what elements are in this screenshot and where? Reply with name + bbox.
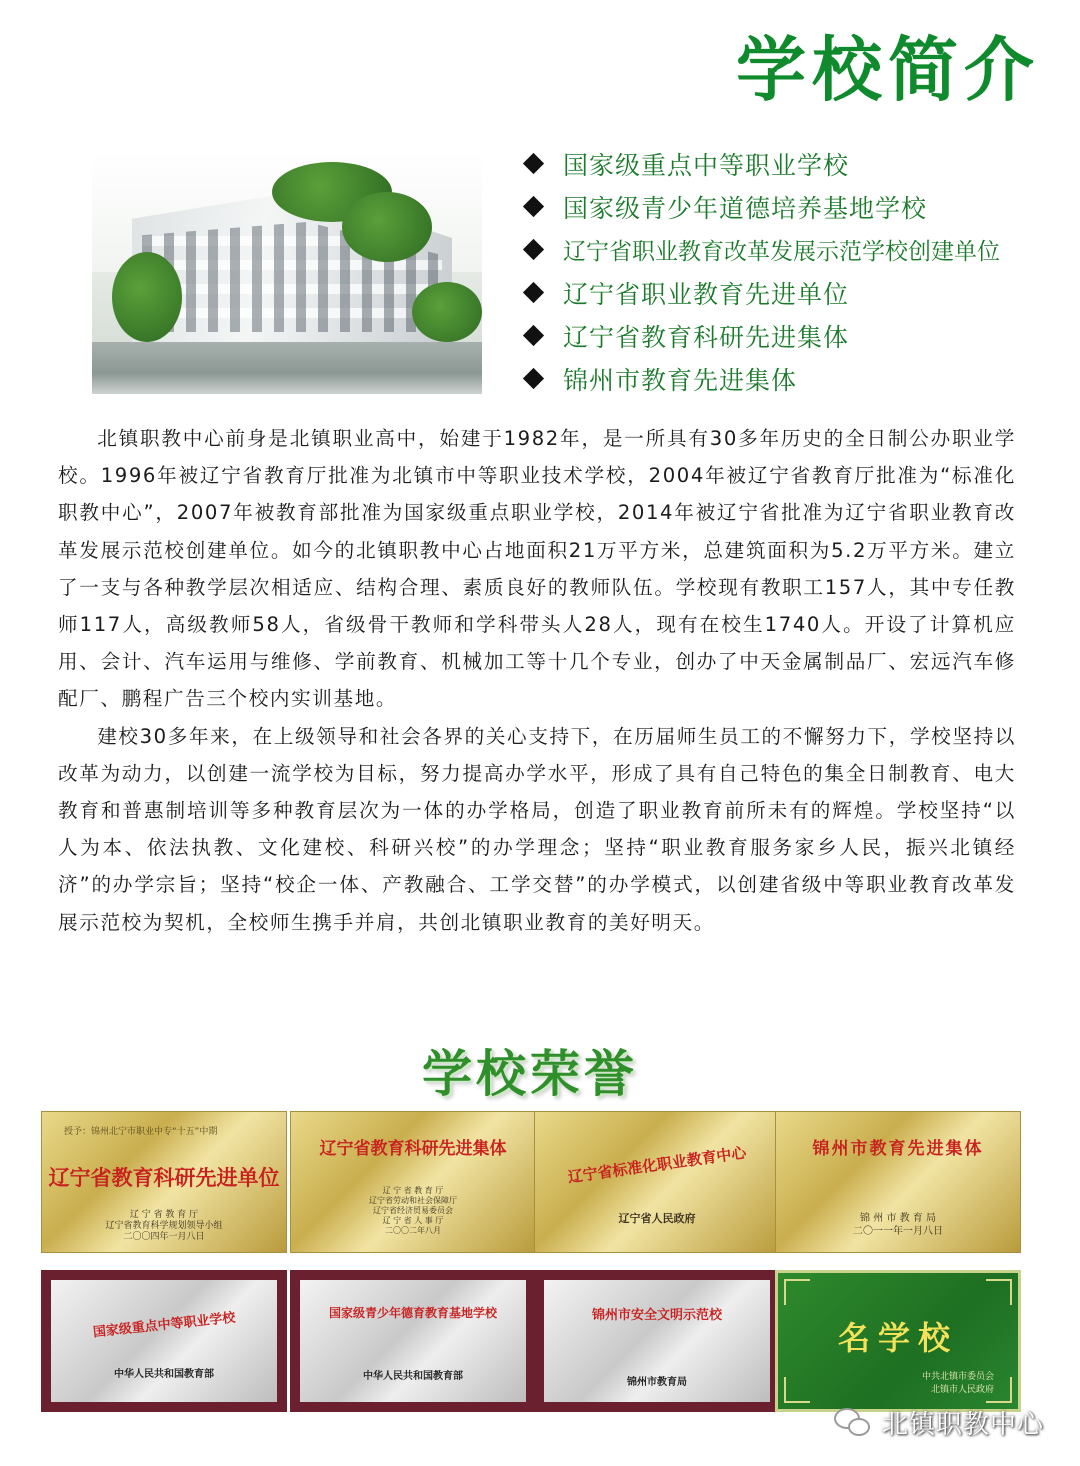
plaque: 国家级青少年德育教育基地学校 中华人民共和国教育部: [290, 1270, 536, 1412]
plaque: 名学校 中共北镇市委员会 北镇市人民政府: [775, 1270, 1021, 1412]
plaque: 锦州市教育先进集体 锦 州 市 教 育 局 二〇一一年一月八日: [775, 1111, 1021, 1253]
diamond-bullet-icon: [523, 325, 544, 346]
list-item: 辽宁省职业教育先进单位: [522, 271, 1042, 314]
watermark: [834, 1404, 1044, 1441]
list-item: 辽宁省职业教育改革发展示范学校创建单位: [522, 228, 1042, 271]
plaque: 辽宁省教育科研先进集体 辽 宁 省 教 育 厅 辽宁省劳动和社会保障厅 辽宁省经济贸易委员会 辽 宁 省 人 事 厅 二〇〇二年八月: [290, 1111, 536, 1253]
plaque: 国家级重点中等职业学校 中华人民共和国教育部: [41, 1270, 287, 1412]
page-title: 学校简介: [736, 29, 1040, 111]
list-item: 锦州市教育先进集体: [522, 357, 1042, 400]
intro-paragraph: 建校30多年来，在上级领导和社会各界的关心支持下，在历届师生员工的不懈努力下，学校坚持以改革为动力，以创建一流学校为目标，努力提高办学水平，形成了具有自己特色的集全日制教育、电大教育和普惠制培训等多种教育层次为一体的办学格局，创造了职业教育前所未有的辉煌。学校坚持“以人为本、依法执教、文化建校、科研兴校”的办学理念；坚持“职业教育服务家乡人民，振兴北镇经济”的办学宗旨；坚持“校企一体、产教融合、工学交替”的办学模式，以创建省级中等职业教育改革发展示范校为契机，全校师生携手并肩，共创北镇职业教育的美好明天。: [58, 724, 1016, 934]
list-item: 辽宁省教育科研先进集体: [522, 314, 1042, 357]
intro-text: [58, 420, 1016, 941]
diamond-bullet-icon: [523, 368, 544, 389]
intro-paragraph: 北镇职教中心前身是北镇职业高中，始建于1982年，是一所具有30多年历史的全日制公办职业学校。1996年被辽宁省教育厅批准为北镇市中等职业技术学校，2004年被辽宁省教育厅批准为“标准化职教中心”，2007年被教育部批准为国家级重点职业学校，2014年被辽宁省批准为辽宁省职业教育改革发展示范校创建单位。如今的北镇职教中心占地面积21万平方米，总建筑面积为5.2万平方米。建立了一支与各种教学层次相适应、结构合理、素质良好的教师队伍。学校现有教职工157人，其中专任教师117人，高级教师58人，省级骨干教师和学科带头人28人，现有在校生1740人。开设了计算机应用、会计、汽车运用与维修、学前教育、机械加工等十几个专业，创办了中天金属制品厂、宏远汽车修配厂、鹏程广告三个校内实训基地。: [58, 427, 1016, 711]
honors-list: [522, 142, 1042, 400]
honors-section-title: 学校荣誉: [422, 1044, 638, 1103]
school-building-photo: [92, 152, 482, 394]
diamond-bullet-icon: [523, 282, 544, 303]
list-item: 国家级重点中等职业学校: [522, 142, 1042, 185]
plaque: 辽宁省标准化职业教育中心 辽宁省人民政府: [534, 1111, 780, 1253]
diamond-bullet-icon: [523, 239, 544, 260]
plaque: 授予：锦州北宁市职业中专“十五”中期 辽宁省教育科研先进单位 辽 宁 省 教 育 厅 辽宁省教育科学规划领导小组 二〇〇四年一月八日: [41, 1111, 287, 1253]
diamond-bullet-icon: [523, 196, 544, 217]
watermark-text: 北镇职教中心: [881, 1410, 1044, 1440]
diamond-bullet-icon: [523, 153, 544, 174]
wechat-icon: [834, 1406, 872, 1440]
list-item: 国家级青少年道德培养基地学校: [522, 185, 1042, 228]
plaque: 锦州市安全文明示范校 锦州市教育局: [534, 1270, 780, 1412]
